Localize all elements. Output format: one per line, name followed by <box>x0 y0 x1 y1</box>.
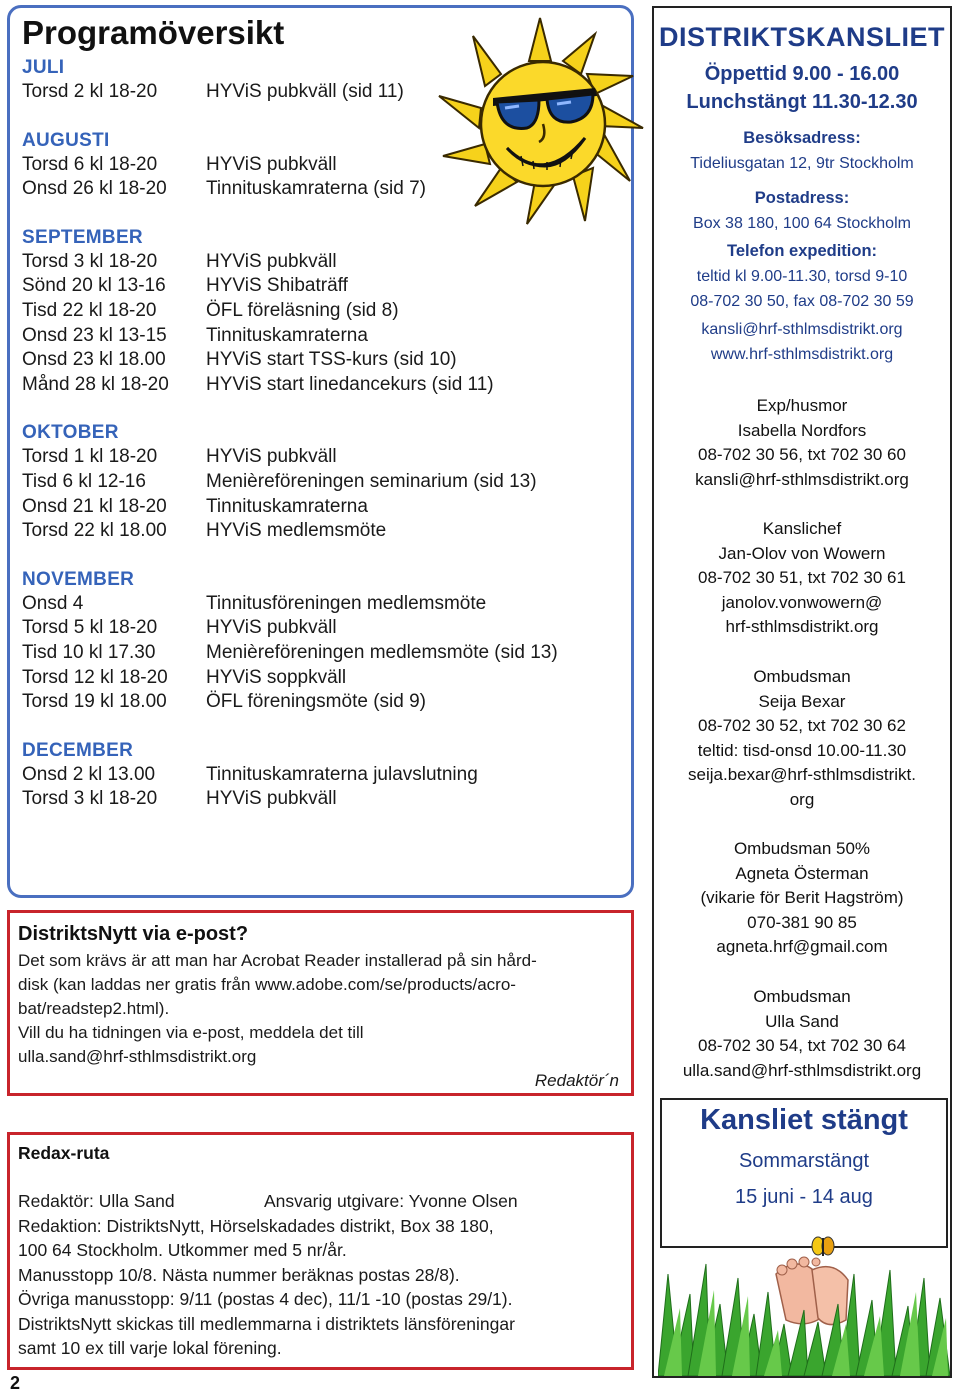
event-description: Tinnitusföreningen medlemsmöte <box>206 592 487 614</box>
event-date: Onsd 23 kl 13-15 <box>22 324 167 346</box>
redax-box <box>7 1132 634 1370</box>
office-closed-title: Kansliet stängt <box>700 1104 908 1136</box>
event-date: Torsd 6 kl 18-20 <box>22 153 158 175</box>
event-row <box>22 519 622 544</box>
office-web-link[interactable]: www.hrf-sthlmsdistrikt.org <box>710 346 894 363</box>
contact-name: Agneta Österman <box>735 863 869 883</box>
event-description: HYViS start TSS-kurs (sid 10) <box>206 349 457 371</box>
email-box-text <box>18 949 623 1069</box>
district-office-box <box>652 6 952 1378</box>
event-description: Tinnituskamraterna (sid 7) <box>206 178 426 200</box>
summer-closed-label: Sommarstängt <box>738 1150 870 1172</box>
month-heading: NOVEMBER <box>22 568 135 590</box>
butterfly-icon <box>812 1237 834 1256</box>
contact-name: Seija Bexar <box>758 691 846 711</box>
event-date: Torsd 1 kl 18-20 <box>22 446 158 468</box>
email-box-line: Vill du ha tidningen via e-post, meddela det till <box>18 1023 364 1042</box>
event-date: Torsd 12 kl 18-20 <box>22 666 168 688</box>
event-description: HYViS pubkväll <box>206 250 337 272</box>
office-header: DISTRIKTSKANSLIET <box>658 22 945 52</box>
event-description: Tinnituskamraterna <box>206 495 368 517</box>
contact-kanslichef <box>654 517 950 640</box>
event-row <box>22 274 622 299</box>
postal-address-label: Postadress: <box>754 189 850 207</box>
contact-email[interactable]: agneta.hrf@gmail.com <box>716 937 888 956</box>
event-description: HYViS start linedancekurs (sid 11) <box>206 373 494 395</box>
contact-email-continued[interactable]: org <box>789 789 815 809</box>
redax-editor: Redaktör: Ulla Sand <box>18 1191 175 1211</box>
event-row <box>22 690 622 715</box>
redax-line: 100 64 Stockholm. Utkommer med 5 nr/år. <box>18 1240 347 1260</box>
event-description: HYViS pubkväll <box>206 617 337 639</box>
redax-line: Redaktion: DistriktsNytt, Hörselskadades distrikt, Box 38 180, <box>18 1215 494 1236</box>
redax-line: samt 10 ex till varje lokal förening. <box>18 1338 282 1358</box>
event-description: HYViS pubkväll <box>206 153 337 175</box>
event-description: HYViS Shibaträff <box>206 275 348 297</box>
event-description: HYViS pubkväll <box>206 446 337 468</box>
month-section <box>22 226 622 398</box>
event-row <box>22 495 622 520</box>
event-date: Torsd 22 kl 18.00 <box>22 520 167 542</box>
office-email-link[interactable]: kansli@hrf-sthlmsdistrikt.org <box>701 321 903 338</box>
contact-name: Isabella Nordfors <box>737 420 867 440</box>
redax-line: Manusstopp 10/8. Nästa nummer beräknas postas 28/8). <box>18 1264 460 1285</box>
email-box-line: ulla.sand@hrf-sthlmsdistrikt.org <box>18 1047 257 1066</box>
redax-editor-line <box>18 1189 628 1214</box>
contact-ombudsman-osterman <box>654 837 950 960</box>
event-date: Tisd 6 kl 12-16 <box>22 470 146 492</box>
event-date: Månd 28 kl 18-20 <box>22 373 169 395</box>
event-description: HYViS soppkväll <box>206 666 347 688</box>
email-box-line: Det som krävs är att man har Acrobat Reader installerad på sin hård- <box>18 951 537 970</box>
visit-address-label: Besöksadress: <box>743 129 861 147</box>
postal-address-value: Box 38 180, 100 64 Stockholm <box>693 215 911 232</box>
office-hours <box>654 60 950 116</box>
contact-phone: 08-702 30 52, txt 702 30 62 <box>698 716 906 735</box>
event-date: Torsd 3 kl 18-20 <box>22 250 158 272</box>
redax-title: Redax-ruta <box>18 1143 110 1163</box>
month-section <box>22 421 622 543</box>
month-heading: SEPTEMBER <box>22 226 143 248</box>
redax-line: DistriktsNytt skickas till medlemmarna i distriktets länsföreningar <box>18 1313 515 1334</box>
program-title: Programöversikt <box>22 14 285 51</box>
redax-text <box>18 1189 628 1361</box>
month-heading: JULI <box>22 57 65 78</box>
office-links <box>654 317 950 367</box>
event-date: Onsd 2 kl 13.00 <box>22 763 156 785</box>
event-date: Tisd 22 kl 18-20 <box>22 299 157 321</box>
event-row <box>22 666 622 691</box>
opening-hours: Öppettid 9.00 - 16.00 <box>704 63 900 85</box>
event-description: Tinnituskamraterna julavslutning <box>206 763 478 785</box>
event-date: Tisd 10 kl 17.30 <box>22 641 156 663</box>
event-row <box>22 299 622 324</box>
office-closed-box <box>660 1098 948 1248</box>
month-heading: DECEMBER <box>22 739 134 761</box>
postal-address <box>654 186 950 236</box>
email-box-signature: Redaktör´n <box>534 1071 619 1090</box>
contact-email[interactable]: seija.bexar@hrf-sthlmsdistrikt. <box>688 765 916 784</box>
program-overview-box <box>7 5 634 898</box>
month-heading: AUGUSTI <box>22 129 110 151</box>
event-date: Onsd 26 kl 18-20 <box>22 178 167 200</box>
event-description: HYViS medlemsmöte <box>206 520 387 542</box>
event-row <box>22 373 622 398</box>
contact-note: (vikarie för Berit Hagström) <box>700 888 904 907</box>
contact-role: Ombudsman 50% <box>733 839 871 858</box>
grass-feet-illustration <box>658 1234 950 1376</box>
phone-label: Telefon expedition: <box>726 242 878 260</box>
contact-hours: teltid: tisd-onsd 10.00-11.30 <box>697 740 907 760</box>
redax-line: Övriga manusstopp: 9/11 (postas 4 dec), 11/1 -10 (postas 29/1). <box>18 1289 513 1309</box>
contact-ombudsman-sand <box>654 985 950 1083</box>
event-date: Sönd 20 kl 13-16 <box>22 275 166 297</box>
contact-email[interactable]: kansli@hrf-sthlmsdistrikt.org <box>695 469 909 489</box>
email-box-line: bat/readstep2.html). <box>18 999 170 1018</box>
contact-role: Kanslichef <box>762 519 842 538</box>
summer-closed-dates: 15 juni - 14 aug <box>735 1186 873 1208</box>
event-description: Menièreföreningen medlemsmöte (sid 13) <box>206 641 558 663</box>
event-row <box>22 324 622 349</box>
event-date: Torsd 5 kl 18-20 <box>22 617 158 639</box>
contact-role: Ombudsman <box>753 987 851 1006</box>
sun-with-sunglasses-illustration <box>435 16 645 226</box>
event-date: Torsd 3 kl 18-20 <box>22 788 158 810</box>
contact-name: Ulla Sand <box>765 1011 839 1031</box>
event-row <box>22 641 622 666</box>
event-description: ÖFL föreläsning (sid 8) <box>206 299 399 321</box>
event-row <box>22 445 622 470</box>
event-row <box>22 348 622 373</box>
event-description: HYViS pubkväll (sid 11) <box>206 81 404 102</box>
event-description: ÖFL föreningsmöte (sid 9) <box>206 691 426 713</box>
contact-email-continued[interactable]: hrf-sthlmsdistrikt.org <box>725 617 879 636</box>
event-row <box>22 470 622 495</box>
contact-phone: 08-702 30 54, txt 702 30 64 <box>698 1036 906 1055</box>
email-subscription-box <box>7 910 634 1096</box>
event-date: Onsd 4 <box>22 592 84 614</box>
visit-address-value: Tideliusgatan 12, 9tr Stockholm <box>690 155 914 172</box>
event-date: Onsd 21 kl 18-20 <box>22 495 167 517</box>
contact-phone: 08-702 30 51, txt 702 30 61 <box>698 568 906 587</box>
contact-email[interactable]: janolov.vonwowern@ <box>721 592 883 612</box>
event-date: Torsd 19 kl 18.00 <box>22 691 167 713</box>
contact-exp-husmor <box>654 394 950 492</box>
lunch-closed: Lunchstängt 11.30-12.30 <box>686 91 918 113</box>
contact-ombudsman-bexar <box>654 665 950 812</box>
contact-role: Ombudsman <box>753 667 851 686</box>
event-row <box>22 763 622 788</box>
contact-role: Exp/husmor <box>756 396 848 415</box>
email-box-line: disk (kan laddas ner gratis från www.adobe.com/se/products/acro- <box>18 975 516 994</box>
event-description: HYViS pubkväll <box>206 788 337 810</box>
redax-publisher: Ansvarig utgivare: Yvonne Olsen <box>264 1191 518 1211</box>
event-date: Onsd 23 kl 18.00 <box>22 349 166 371</box>
event-row <box>22 250 622 275</box>
event-description: Tinnituskamraterna <box>206 324 368 346</box>
event-description: Menièreföreningen seminarium (sid 13) <box>206 470 537 492</box>
contact-email[interactable]: ulla.sand@hrf-sthlmsdistrikt.org <box>682 1060 922 1080</box>
contact-name: Jan-Olov von Wowern <box>718 543 886 563</box>
contact-phone: 08-702 30 56, txt 702 30 60 <box>698 445 906 464</box>
phone-expedition <box>654 239 950 314</box>
event-row <box>22 787 622 812</box>
contact-phone: 070-381 90 85 <box>747 912 857 932</box>
month-section <box>22 568 622 715</box>
page-number: 2 <box>10 1373 21 1393</box>
month-section <box>22 739 622 812</box>
email-box-title: DistriktsNytt via e-post? <box>18 923 249 945</box>
event-row <box>22 592 622 617</box>
phone-numbers: 08-702 30 50, fax 08-702 30 59 <box>690 293 914 310</box>
office-column <box>652 0 960 1396</box>
month-heading: OKTOBER <box>22 422 119 444</box>
phone-hours: teltid kl 9.00-11.30, torsd 9-10 <box>696 268 908 285</box>
event-date: Torsd 2 kl 18-20 <box>22 81 158 102</box>
event-row <box>22 616 622 641</box>
visit-address <box>654 126 950 176</box>
